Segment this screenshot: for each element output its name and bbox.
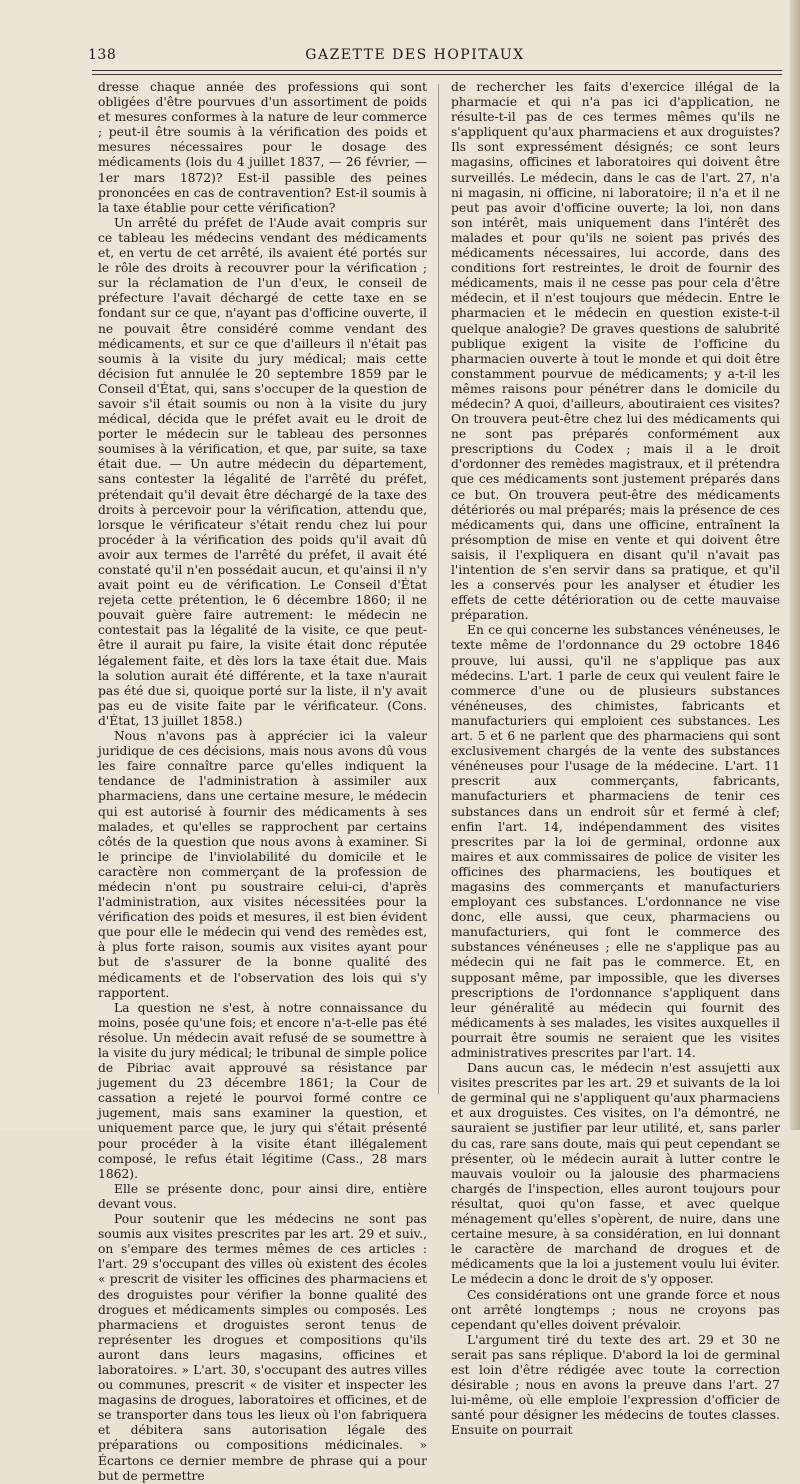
left-paragraph: La question ne s'est, à notre connaissance du moins, posée qu'une fois; et encore n'a-t-elle pas été résolue. Un médecin avait refusé de se soumettre à la visite du jury médical; le tribunal de simple police de Pibriac avait approuvé sa résistance par jugement du 23 décembre 1861; la Cour de cassation a rejeté le pourvoi formé contre ce jugement, mais sans examiner la question, et uniquement parce que, le jury qui s'était présenté pour procéder à la visite étant illégalement composé, le refus était légitime (Cass., 28 mars 1862). xyxy=(98,1000,427,1181)
left-paragraph: Nous n'avons pas à apprécier ici la valeur juridique de ces décisions, mais nous avons dû vous les faire connaître parce qu'elles indiquent la tendance de l'administration à assimiler aux pharmaciens, dans une certaine mesure, le médecin qui est autorisé à fournir des médicaments à ses malades, et qu'elles se rapprochent par certains côtés de la question que nous avons à examiner. Si le principe de l'inviolabilité du domicile et le caractère non commerçant de la profession de médecin n'ont pu soustraire celui-ci, d'après l'administration, aux visites nécessitées pour la vérification des poids et mesures, il est bien évident que pour elle le médecin qui vend des remèdes est, à plus forte raison, soumis aux visites ayant pour but de s'assurer de la bonne qualité des médicaments et de l'observation des lois qui s'y rapportent. xyxy=(98,729,427,1000)
running-head-title: GAZETTE DES HOPITAUX xyxy=(305,47,525,63)
right-paragraph: L'argument tiré du texte des art. 29 et 30 ne serait pas sans réplique. D'abord la loi de germinal est loin d'être rédigée avec toute la correction désirable ; nous en avons la preuve dans l'art. 27 lui-même, où elle emploie l'expression d'officier de santé pour désigner les médecins de toutes classes. Ensuite on pourrait xyxy=(451,1332,780,1438)
left-paragraph: dresse chaque année des professions qui sont obligées d'être pourvues d'un assortiment de poids et mesures conformes à la nature de leur commerce ; peut-il être soumis à la vérification des poids et mesures nécessaires pour le dosage des médicaments (lois du 4 juillet 1837, — 26 février, — 1er mars 1872)? Est-il passible des peines prononcées en cas de contravention? Est-il soumis à la taxe établie pour cette vérification? xyxy=(98,80,427,215)
right-column xyxy=(451,80,780,1438)
page-number: 138 xyxy=(88,47,117,63)
column-divider xyxy=(438,84,439,1094)
right-paragraph: Ces considérations ont une grande force et nous ont arrêté longtemps ; nous ne croyons pas cependant qu'elles doivent prévaloir. xyxy=(451,1287,780,1332)
header-rule-double xyxy=(92,74,782,75)
left-paragraph: Un arrêté du préfet de l'Aude avait compris sur ce tableau les médecins vendant des médicaments et, en vertu de cet arrêté, ils avaient été portés sur le rôle des droits à recouvrer pour la vérification ; sur la réclamation de l'un d'eux, le conseil de préfecture l'avait déchargé de cette taxe en se fondant sur ce que, n'ayant pas d'officine ouverte, il ne pouvait être considéré comme vendant des médicaments, et sur ce que d'ailleurs il n'était pas soumis à la visite du jury médical; mais cette décision fut annulée le 20 septembre 1859 par le Conseil d'État, qui, sans s'occuper de la question de savoir s'il était soumis ou non à la visite du jury médical, décida que le préfet avait eu le droit de porter le médecin sur le tableau des personnes soumises à la vérification, et que, par suite, sa taxe était due. — Un autre médecin du département, sans contester la légalité de l'arrêté du préfet, prétendait qu'il devait être déchargé de la taxe des droits à percevoir pour la vérification, attendu que, lorsque le vérificateur s'était rendu chez lui pour procéder à la vérification des poids qu'il avait dû avoir aux termes de l'arrêté du préfet, il avait été constaté qu'il n'en possédait aucun, et qu'ainsi il n'y avait point eu de vérification. Le Conseil d'État rejeta cette prétention, le 6 décembre 1860; il ne pouvait guère faire autrement: le médecin ne contestait pas la légalité de la visite, ce que peut-être il aurait pu faire, la visite était donc réputée légalement faite, et dès lors la taxe était due. Mais la solution aurait été différente, et la taxe n'aurait pas été due si, quoique porté sur la liste, il n'y avait pas eu de visite faite par le vérificateur. (Cons. d'État, 13 juillet 1858.) xyxy=(98,215,427,728)
header-rule xyxy=(92,70,782,71)
left-column xyxy=(98,80,427,1484)
right-paragraph: Dans aucun cas, le médecin n'est assujetti aux visites prescrites par les art. 29 et suivants de la loi de germinal qui ne s'appliquent qu'aux pharmaciens et aux droguistes. Ces visites, on l'a démontré, ne sauraient se justifier par leur utilité, et, sans parler du cas, rare sans doute, mais qui peut cependant se présenter, où le médecin aurait à lutter contre le mauvais vouloir ou la jalousie des pharmaciens chargés de l'inspection, elles auront toujours pour résultat, quoi qu'on fasse, et avec quelque ménagement qu'elles s'opèrent, de nuire, dans une certaine mesure, à sa considération, en lui donnant le caractère de marchand de drogues et de médicaments que la loi a justement voulu lui éviter. Le médecin a donc le droit de s'y opposer. xyxy=(451,1061,780,1287)
right-paragraph: En ce qui concerne les substances vénéneuses, le texte même de l'ordonnance du 29 octobre 1846 prouve, lui aussi, qu'il ne s'applique pas aux médecins. L'art. 1 parle de ceux qui veulent faire le commerce d'une ou de plusieurs substances vénéneuses, des chimistes, fabricants et manufacturiers qui emploient ces substances. Les art. 5 et 6 ne parlent que des pharmaciens qui sont exclusivement chargés de la vente des substances vénéneuses pour l'usage de la médecine. L'art. 11 prescrit aux commerçants, fabricants, manufacturiers et pharmaciens de tenir ces substances dans un endroit sûr et fermé à clef; enfin l'art. 14, indépendamment des visites prescrites par la loi de germinal, ordonne aux maires et aux commissaires de police de visiter les officines des pharmaciens, les boutiques et magasins des commerçants et manufacturiers employant ces substances. L'ordonnance ne vise donc, elle aussi, que ceux, pharmaciens ou manufacturiers, qui font le commerce des substances vénéneuses ; elle ne s'applique pas au médecin qui ne fait pas le commerce. Et, en supposant même, par impossible, que les diverses prescriptions de l'ordonnance s'appliquent dans leur généralité au médecin qui fournit des médicaments à ses malades, les visites auxquelles il pourrait être soumis ne seraient que les visites administratives prescrites par l'art. 14. xyxy=(451,623,780,1060)
left-paragraph: Elle se présente donc, pour ainsi dire, entière devant vous. xyxy=(98,1181,427,1211)
right-paragraph: de rechercher les faits d'exercice illégal de la pharmacie et qui n'a pas ici d'application, ne résulte-t-il pas de ces termes mêmes qu'ils ne s'appliquent qu'aux pharmaciens et aux droguistes? Ils sont expressément désignés; ce sont leurs magasins, officines et laboratoires qui doivent être surveillés. Le médecin, dans le cas de l'art. 27, n'a ni magasin, ni officine, ni laboratoire; il n'a et il ne peut pas avoir d'officine ouverte; la loi, non dans son intérêt, mais uniquement dans l'intérêt des malades et pour qu'ils ne soient pas privés des médicaments nécessaires, lui accorde, dans des conditions fort restreintes, le droit de fournir des médicaments, mais il ne cesse pas pour cela d'être médecin, et il n'est toujours que médecin. Entre le pharmacien et le médecin en question existe-t-il quelque analogie? De graves questions de salubrité publique exigent la visite de l'officine du pharmacien ouverte à tout le monde et qui doit être constamment pourvue de médicaments; y a-t-il les mêmes raisons pour pénétrer dans le domicile du médecin? A quoi, d'ailleurs, aboutiraient ces visites? On trouvera peut-être chez lui des médicaments qui ne sont pas préparés conformément aux prescriptions du Codex ; mais il a le droit d'ordonner des remèdes magistraux, et il prétendra que ces médicaments sont justement préparés dans ce but. On trouvera peut-être des médicaments détériorés ou mal préparés; mais la présence de ces médicaments qui, dans une officine, entraînent la présomption de mise en vente et qui doivent être saisis, il l'expliquera en disant qu'il n'avait pas l'intention de s'en servir dans sa pratique, et qu'il les a conservés pour les analyser et étudier les effets de cette détérioration ou de cette mauvaise préparation. xyxy=(451,80,780,623)
left-paragraph: Pour soutenir que les médecins ne sont pas soumis aux visites prescrites par les art. 29 et suiv., on s'empare des termes mêmes de ces articles : l'art. 29 s'occupant des villes où existent des écoles « prescrit de visiter les officines des pharmaciens et des droguistes pour vérifier la bonne qualité des drogues et médicaments simples ou composés. Les pharmaciens et droguistes seront tenus de représenter les drogues et compositions qu'ils auront dans leurs magasins, officines et laboratoires. » L'art. 30, s'occupant des autres villes ou communes, prescrit « de visiter et inspecter les magasins de drogues, laboratoires et officines, et de se transporter dans tous les lieux où l'on fabriquera et débitera sans autorisation légale des préparations ou compositions médicinales. » Écartons ce dernier membre de phrase qui a pour but de permettre xyxy=(98,1212,427,1483)
